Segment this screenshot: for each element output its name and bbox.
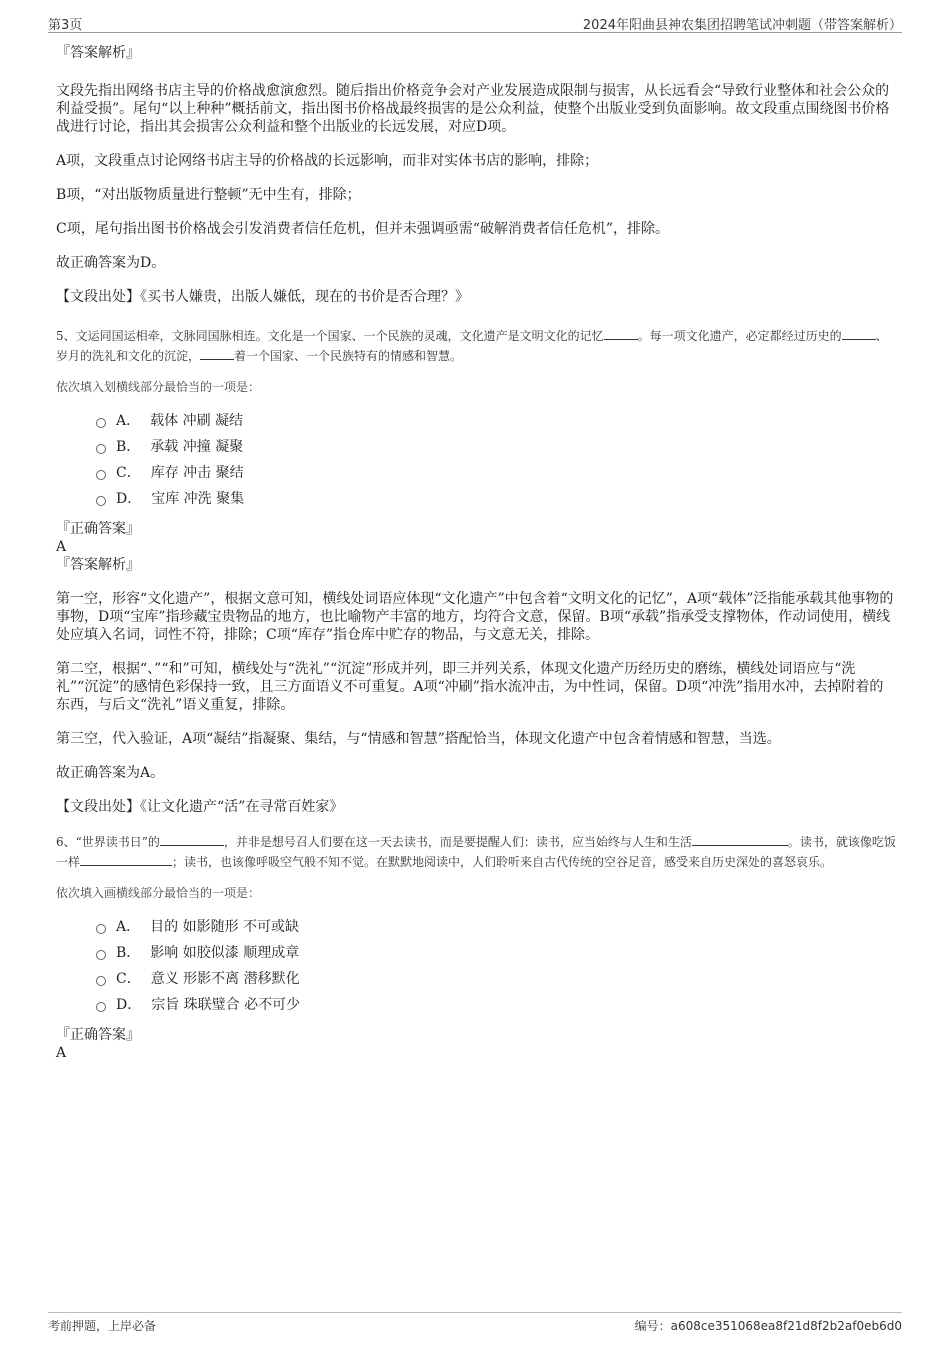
option-a[interactable]: A． 载体 冲刷 凝结 bbox=[96, 408, 896, 434]
correct-answer-label: 『正确答案』 bbox=[56, 1027, 140, 1043]
option-d[interactable]: D． 宗旨 珠联璧合 必不可少 bbox=[96, 992, 896, 1018]
option-b[interactable]: B． 影响 如胶似漆 顺理成章 bbox=[96, 940, 896, 966]
radio-icon[interactable] bbox=[96, 418, 106, 428]
blank-line bbox=[692, 833, 788, 846]
blank-line bbox=[200, 347, 234, 360]
document-code: 编号：a608ce351068ea8f21d8f2b2af0eb6d0 bbox=[634, 1319, 902, 1333]
radio-icon[interactable] bbox=[96, 924, 106, 934]
question-5-text: 5、文运同国运相牵，文脉同国脉相连。文化是一个国家、一个民族的灵魂，文化遗产是文明文化的记忆 。每一项文化遗产，必定都经过历史的 、岁月的洗礼和文化的沉淀， 着一个国家、一个民族特有的情感和智慧。 bbox=[56, 329, 888, 363]
radio-icon[interactable] bbox=[96, 496, 106, 506]
analysis-paragraph: A项，文段重点讨论网络书店主导的价格战的长远影响，而非对实体书店的影响，排除； bbox=[56, 153, 599, 169]
radio-icon[interactable] bbox=[96, 444, 106, 454]
question-prompt: 依次填入画横线部分最恰当的一项是： bbox=[56, 886, 261, 900]
analysis-label: 『答案解析』 bbox=[56, 557, 140, 573]
blank-line bbox=[80, 853, 172, 866]
analysis-paragraph: B项，“对出版物质量进行整顿”无中生有，排除； bbox=[56, 187, 361, 203]
radio-icon[interactable] bbox=[96, 950, 106, 960]
blank-line bbox=[842, 327, 876, 340]
option-c[interactable]: C． 意义 形影不离 潜移默化 bbox=[96, 966, 896, 992]
footer-slogan: 考前押题，上岸必备 bbox=[48, 1319, 157, 1333]
correct-answer: A bbox=[56, 1045, 67, 1061]
answer-conclusion: 故正确答案为A。 bbox=[56, 765, 165, 781]
correct-answer: A bbox=[56, 539, 67, 555]
radio-icon[interactable] bbox=[96, 976, 106, 986]
option-a[interactable]: A． 目的 如影随形 不可或缺 bbox=[96, 914, 896, 940]
option-d[interactable]: D． 宝库 冲洗 聚集 bbox=[96, 486, 896, 512]
analysis-paragraph: 第二空，根据“、”“和”可知，横线处与“洗礼”“沉淀”形成并列，即三并列关系，体现文化遗产历经历史的磨练，横线处词语应与“洗礼”“沉淀”的感情色彩保持一致，且三方面语义不可重复。A项“冲刷”指水流冲击，为中性词，保留。D项“冲洗”指用水冲，去掉附着的东西，与后文“洗礼”语义重复，排除。 bbox=[56, 661, 884, 713]
correct-answer-label: 『正确答案』 bbox=[56, 521, 140, 537]
analysis-paragraph: 文段先指出网络书店主导的价格战愈演愈烈。随后指出价格竞争会对产业发展造成限制与损害，从长远看会“导致行业整体和社会公众的利益受损”。尾句“以上种种”概括前文，指出图书价格战最终损害的是公众利益，使整个出版业受到负面影响。故文段重点围绕图书价格战进行讨论，指出其会损害公众利益和整个出版业的长远发展，对应D项。 bbox=[56, 83, 890, 135]
answer-options bbox=[96, 408, 896, 512]
analysis-label: 『答案解析』 bbox=[56, 45, 140, 61]
source-citation: 【文段出处】《买书人嫌贵，出版人嫌低，现在的书价是否合理？》 bbox=[56, 289, 469, 305]
radio-icon[interactable] bbox=[96, 1002, 106, 1012]
document-title: 2024年阳曲县神农集团招聘笔试冲刺题（带答案解析） bbox=[582, 18, 902, 33]
analysis-paragraph: 第三空，代入验证，A项“凝结”指凝聚、集结，与“情感和智慧”搭配恰当，体现文化遗产中包含着情感和智慧，当选。 bbox=[56, 731, 781, 747]
question-prompt: 依次填入划横线部分最恰当的一项是： bbox=[56, 380, 261, 394]
option-c[interactable]: C． 库存 冲击 聚结 bbox=[96, 460, 896, 486]
answer-conclusion: 故正确答案为D。 bbox=[56, 255, 166, 271]
analysis-paragraph: C项，尾句指出图书价格战会引发消费者信任危机，但并未强调亟需“破解消费者信任危机”，排除。 bbox=[56, 221, 670, 237]
source-citation: 【文段出处】《让文化遗产“活”在寻常百姓家》 bbox=[56, 799, 344, 815]
blank-line bbox=[604, 327, 638, 340]
radio-icon[interactable] bbox=[96, 470, 106, 480]
blank-line bbox=[160, 833, 224, 846]
option-b[interactable]: B． 承载 冲撞 凝聚 bbox=[96, 434, 896, 460]
answer-options bbox=[96, 914, 896, 1018]
page-number: 第3页 bbox=[48, 18, 83, 33]
page-footer bbox=[48, 1312, 902, 1333]
analysis-paragraph: 第一空，形容“文化遗产”，根据文意可知，横线处词语应体现“文化遗产”中包含着“文明文化的记忆”，A项“载体”泛指能承载其他事物的事物，D项“宝库”指珍藏宝贵物品的地方，也比喻物产丰富的地方，均符合文意，保留。B项“承载”指承受支撑物体，作动词使用，横线处应填入名词，词性不符，排除；C项“库存”指仓库中贮存的物品，与文意无关，排除。 bbox=[56, 591, 894, 643]
page-header bbox=[48, 10, 902, 33]
document-body bbox=[56, 44, 896, 1062]
question-6-text: 6、“世界读书日”的 ，并非是想号召人们要在这一天去读书，而是要提醒人们：读书，应当始终与人生和生活 。读书，就该像吃饭一样 ；读书，也该像呼吸空气般不知不觉。在默默地阅读中，人们聆听来自古代传统的空谷足音，感受来自历史深处的喜怒哀乐。 bbox=[56, 835, 896, 869]
